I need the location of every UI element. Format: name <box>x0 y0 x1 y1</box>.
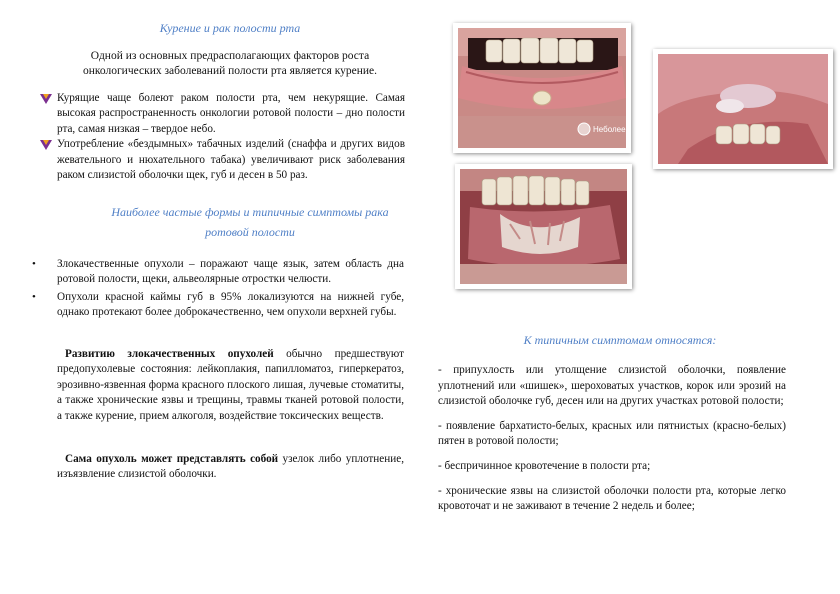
list-item: • Злокачественные опухоли – поражают чаще язык, затем область дна ротовой полости, щеки, альвеолярные отростки челюсти. <box>32 258 404 286</box>
list-item: • Опухоли красной каймы губ в 95% локализуются на нижней губе, однако протекают более доброкачественно, чем опухоли верхней губы. <box>32 290 404 319</box>
precancer-paragraph: Развитию злокачественных опухолей обычно предшествуют предопухолевые состояния: лейкоплакия, папилломатоз, гиперкератоз, эрозивно-язвенная форма красного плоского лишая, лучевые стоматиты, а также хронические язвы и трещины, травмы тканей ротовой полости, а также курение, прием алкоголя, воздействие токсических веществ. <box>57 348 404 422</box>
list-item: - хронические язвы на слизистой оболочки полости рта, которые легко кровоточат и не заживают в течение 2 недель и более; <box>438 484 786 513</box>
symptoms-title: К типичным симптомам относятся: <box>523 333 717 347</box>
dot-bullet-list <box>32 257 404 323</box>
tumor-form-bold: Сама опухоль может представлять собой <box>65 453 279 465</box>
bullet-dot-icon: • <box>32 290 36 303</box>
symptoms-list <box>438 363 786 524</box>
arrow-bullet-list <box>40 91 405 183</box>
list-item: - припухлость или утолщение слизистой оболочки, появление уплотнений или «шишек», шероховатых участков, корок или эрозий на слизистой оболочке губ, десен или на других участках ротовой полости; <box>438 364 786 408</box>
list-item: Курящие чаще болеют раком полости рта, чем некурящие. Самая высокая распространенность онкологии ротовой полости – дно полости рта, самая низкая – твердое небо. <box>40 91 405 137</box>
arrow-bullet-icon <box>40 94 52 104</box>
photo-gum-tumor <box>455 164 632 289</box>
section-subtitle-symptoms: Наиболее частые формы и типичные симптомы рака ротовой полости <box>111 205 389 239</box>
photo-lower-lip-lesion <box>453 23 631 153</box>
tumor-form-paragraph: Сама опухоль может представлять собой узелок либо уплотнение, изъязвление слизистой оболочки. <box>57 453 404 481</box>
intro-text: Одной из основных предрасполагающих факторов роста онкологических заболеваний полости рта является курение. <box>82 50 378 77</box>
section-title-smoking: Курение и рак полости рта <box>159 21 301 35</box>
neboleem-logo-icon <box>578 123 631 135</box>
watermark-text: Неболеем <box>593 125 632 134</box>
photo-buccal-leukoplakia <box>653 49 833 169</box>
arrow-bullet-icon <box>40 140 52 150</box>
precancer-bold: Развитию злокачественных опухолей <box>65 348 274 360</box>
list-item: Употребление «бездымных» табачных изделий (снаффа и других видов жевательного и нюхательного табака) увеличивают риск заболевания раком слизистой оболочки щек, губ и десен в 50 раз. <box>40 137 405 183</box>
list-item: - появление бархатисто-белых, красных или пятнистых (красно-белых) пятен в ротовой полости; <box>438 419 786 448</box>
bullet-dot-icon: • <box>32 258 36 270</box>
list-item: - беспричинное кровотечение в полости рта; <box>438 459 651 472</box>
